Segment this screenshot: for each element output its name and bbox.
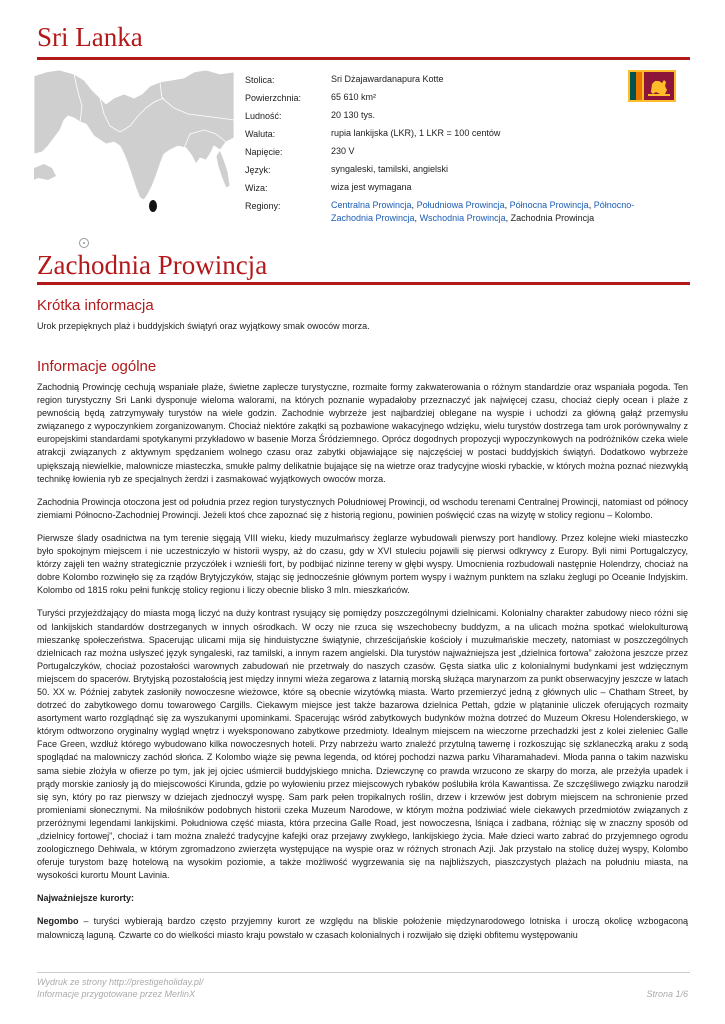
paragraph: Pierwsze ślady osadnictwa na tym terenie sięgają VIII wieku, kiedy muzułmańscy żeglarze wybudowali pierwszy port handlowy. Przez kolejne wieki miasteczko było spokojnym miejscem i nie uczestniczyło w historii wyspy, aż do czasu, gdy w XVI stuleciu pojawili się pierwsi odkrywcy z Europy. Byli nimi Portugalczycy, którzy zajęli ten ważny strategicznie przyczółek i wznieśli fort, by podbijać nizinne tereny w głębi wyspy. Umocnienia rozbudowali następnie Holendrzy, chociaż na dobre Kolombo rozwinęło się za rządów Brytyjczyków, stając się jednocześnie głównym portem wyspy i ważnym punktem na szlaku żeglugi po Oceanie Indyjskim. Kolombo od 1815 roku pełni funkcję stolicy regionu i liczy obecnie blisko 3 mln. mieszkańców. [37, 532, 688, 596]
region-separator: , [414, 213, 420, 223]
fact-label: Język: [245, 165, 271, 175]
regions-label: Regiony: [245, 201, 281, 211]
fact-value: Sri Dżajawardanapura Kotte [331, 74, 444, 84]
regions-row [245, 197, 675, 228]
fact-value: 230 V [331, 146, 355, 156]
country-facts-table [245, 71, 675, 228]
fact-value: 20 130 tys. [331, 110, 376, 120]
fact-label: Waluta: [245, 129, 276, 139]
regions-list [331, 197, 675, 228]
region-link-poludniowa[interactable]: Południowa Prowincja [416, 200, 505, 210]
fact-row [245, 143, 675, 161]
region-separator: , [411, 200, 417, 210]
fact-value: syngaleski, tamilski, angielski [331, 164, 449, 174]
region-title-rule [37, 282, 690, 285]
fact-value: 65 610 km² [331, 92, 377, 102]
footer-credit: Informacje przygotowane przez MerlinX [37, 989, 196, 999]
resort-text: – turyści wybierają bardzo często przyjemny kurort ze względu na bliskie położenie międzynarodowego lotniska i uroczą okolicę wzbogaconą malowniczą laguną. Czwarte co do wielkości miasto kraju powstało w czasach kolonialnych i rozwijało się dzięki obfitemu występowaniu [37, 916, 688, 940]
country-title: Sri Lanka [37, 22, 143, 52]
fact-row [245, 71, 675, 89]
fact-label: Ludność: [245, 111, 282, 121]
map-landmass [34, 70, 234, 200]
region-separator: , [505, 213, 511, 223]
title-rule [37, 57, 690, 60]
fact-row [245, 107, 675, 125]
paragraph: Zachodnią Prowincję cechują wspaniałe plaże, świetne zaplecze turystyczne, rozmaite formy zakwaterowania o różnym standardzie oraz wspaniała pogoda. Ten region turystyczny Sri Lanki dysponuje wieloma walorami, na których poznanie wypadałoby przeznaczyć jak najwięcej czasu, chociaż ciepły ocean i plaże z pewnością będą zatrzymywały turystów na wiele godzin. Zachodnie wybrzeże jest najbardziej oblegane na wyspie i uchodzi za główną gałąź przemysłu związanego z wypoczynkiem zorganizowanym. Chociaż niektóre zakątki są pozbawione wakacyjnego wdzięku, wielu turystów dostrzega tam urok porównywalny z europejskimi standardami spotykanymi przykładowo w basenie Morza Śródziemnego. Oprócz dogodnych propozycji wypoczynkowych na podróżników czeka wiele atrakcji związanych z aktywnym spędzaniem wolnego czasu oraz zabytki objawiające się najczęściej w postaci buddyjskich świątyń. Dodatkowo wybrzeże upiększają niewielkie, malownicze miasteczka, smukłe palmy delikatnie bujające się na wietrze oraz tradycyjne wioski rybackie, w których można poznać niezwykłą technikę łowienia ryb ze specjalnych żerdzi i zasmakować wyjątkowych owoców morza. [37, 382, 688, 484]
fact-value: wiza jest wymagana [331, 182, 412, 192]
page-number: Strona 1/6 [646, 989, 688, 999]
fact-label: Stolica: [245, 75, 275, 85]
region-title: Zachodnia Prowincja [37, 250, 268, 280]
fact-row [245, 89, 675, 107]
region-link-polnocna[interactable]: Północna Prowincja [509, 200, 589, 210]
fact-row [245, 125, 675, 143]
fact-label: Wiza: [245, 183, 268, 193]
region-separator: , [588, 200, 594, 210]
map-zoom-circle-icon[interactable] [79, 238, 89, 248]
short-info-heading: Krótka informacja [37, 297, 154, 314]
resort-paragraph [37, 915, 688, 941]
sri-lanka-highlight [149, 200, 157, 212]
region-separator: , [504, 200, 510, 210]
paragraph: Zachodnia Prowincja otoczona jest od południa przez region turystycznych Południowej Prowincji, od wschodu terenami Centralnej Prowincji, natomiast od północy ziemiami Północno-Zachodniej Prowincji. Jeżeli ktoś chce zapoznać się z historią regionu, powinien poświęcić czas na wizytę w stolicy regionu – Kolombo. [37, 496, 688, 520]
page-footer [37, 976, 688, 1000]
short-info-text: Urok przepięknych plaż i buddyjskich świątyń oraz wyjątkowy smak owoców morza. [37, 321, 370, 331]
footer-rule [37, 972, 690, 973]
fact-label: Napięcie: [245, 147, 283, 157]
fact-row [245, 179, 675, 197]
current-region: Zachodnia Prowincja [510, 213, 595, 223]
country-locator-map [34, 68, 234, 238]
general-info-body [37, 381, 688, 952]
region-link-centralna[interactable]: Centralna Prowincja [331, 200, 412, 210]
sri-lanka-flag-icon [628, 70, 676, 102]
fact-value: rupia lankijska (LKR), 1 LKR = 100 centów [331, 128, 501, 138]
region-link-polnocno-zachodnia[interactable]: Północno-Zachodnia Prowincja [331, 200, 635, 223]
general-info-heading: Informacje ogólne [37, 358, 157, 375]
map-peninsula-east [216, 150, 230, 188]
fact-row [245, 161, 675, 179]
map-bay-island [34, 164, 56, 180]
paragraph: Turyści przyjeżdżający do miasta mogą liczyć na duży kontrast rysujący się pomiędzy poszczególnymi dzielnicami. Kolonialny charakter zabudowy nieco różni się od lankijskich standardów dostrzeganych w innych ośrodkach. W oczy nie rzuca się wszechobecny buddyzm, a na ulicach można spotkać wielokulturową mieszankę społeczeństwa. Spacerując ulicami mija się hinduistyczne świątynie, chrześcijańskie kościoły i muzułmańskie meczety, natomiast w poszczególnych dzielnicach raz można usłyszeć język syngaleski, raz tamilski, a innym razem angielski. Dla turystów najważniejsza jest „dzielnica fortowa” założona jeszcze przez Portugalczyków, chociaż pozostałości warownych zabudowań nie przetrwały do naszych czasów. Gęsta siatka ulic z kolonialnymi budynkami jest wdzięcznym miejscem do spacerów. Brytyjską pozostałością jest między innymi wieża zegarowa z latarnią morską służąca marynarzom za punkt obserwacyjny jeszcze w latach 50. XX w. Później zabytek zasłoniły nowoczesne wieżowce, które są obecnie wizytówką miasta. Warto przemierzyć jedną z głównych ulic – Chatham Street, by dotrzeć do zabytkowego domu towarowego Cargills. Ciekawym miejsce jest także bazarowa dzielnica Pettah, gdzie w plątaninie uliczek oferujących rozmaity asortyment warto rozglądnąć się za wyszukanymi upominkami. Spacerując wśród zabytkowych budynków można dotrzeć do Muzeum Okresu Holenderskiego, w którym odtworzono oryginalny wygląd wnętrz i wyeksponowano zabytkowe przedmioty. Idealnym miejscem na wieczorne przechadzki jest z kolei zieleniec Galle Face Green, wzdłuż którego wybudowano kilka nowoczesnych hoteli. Przy nabrzeżu warto znaleźć przytulną tawernę i rozkoszując się szklaneczką araku z sodą spoglądać na malowniczy zachód słońca. Z Kolombo wiąże się pewna legenda, od której pochodzi nazwa parku Viharamahadevi. Młoda panna o takim nazwisku sama siebie złożyła w ofierze po tym, jak jej ojciec uśmiercił buddyjskiego mnicha. Dziewczynę co prawda wrzucono ze skarpy do morza, ale przeżyła upadek i prądy morskie zaniosły ją do miejscowości Kirunda, gdzie po wyłowieniu przez miejscowych rybaków poślubiła króla Kawantissa. Ze szczęśliwego związku narodził się syn, który po raz pierwszy w dziejach zjednoczył wyspę. Sam park pełen tropikalnych roślin, drzew i krzewów jest dobrym miejscem na schronienie przed promieniami słonecznymi. Na miłośników podobnych historii czeka Muzeum Narodowe, w którym można podziwiać wiele ciekawych przedmiotów związanych z przeróżnymi legendami lankijskimi. Południowa część miasta, która przecina Galle Road, jest nowoczesna, lśniąca i zadbana, różniąc się w znaczny sposób od „dzielnicy fortowej”, chociaż i tam można znaleźć tradycyjne kafejki oraz przejawy zwykłego, lankijskiego życia. Małe dzieci warto zabrać do przyjemnego ogrodu zoologicznego Dehiwala, w którym zgromadzono zwierzęta występujące na wyspie oraz w różnych stronach Azji. Jak przystało na stolicę dużej wyspy, Kolombo oferuje turystom bazę hotelową na wysokim poziomie, a także możliwość wygrzewania się na najbliższych, piaszczystych plażach na południu miasta, na wysokości kurortu Mount Lavinia. [37, 608, 688, 881]
fact-label: Powierzchnia: [245, 93, 302, 103]
resorts-heading: Najważniejsze kurorty: [37, 893, 135, 904]
resort-name: Negombo [37, 916, 79, 927]
region-link-wschodnia[interactable]: Wschodnia Prowincja [419, 213, 506, 223]
footer-source: Wydruk ze strony http://prestigeholiday.pl/ [37, 977, 204, 987]
